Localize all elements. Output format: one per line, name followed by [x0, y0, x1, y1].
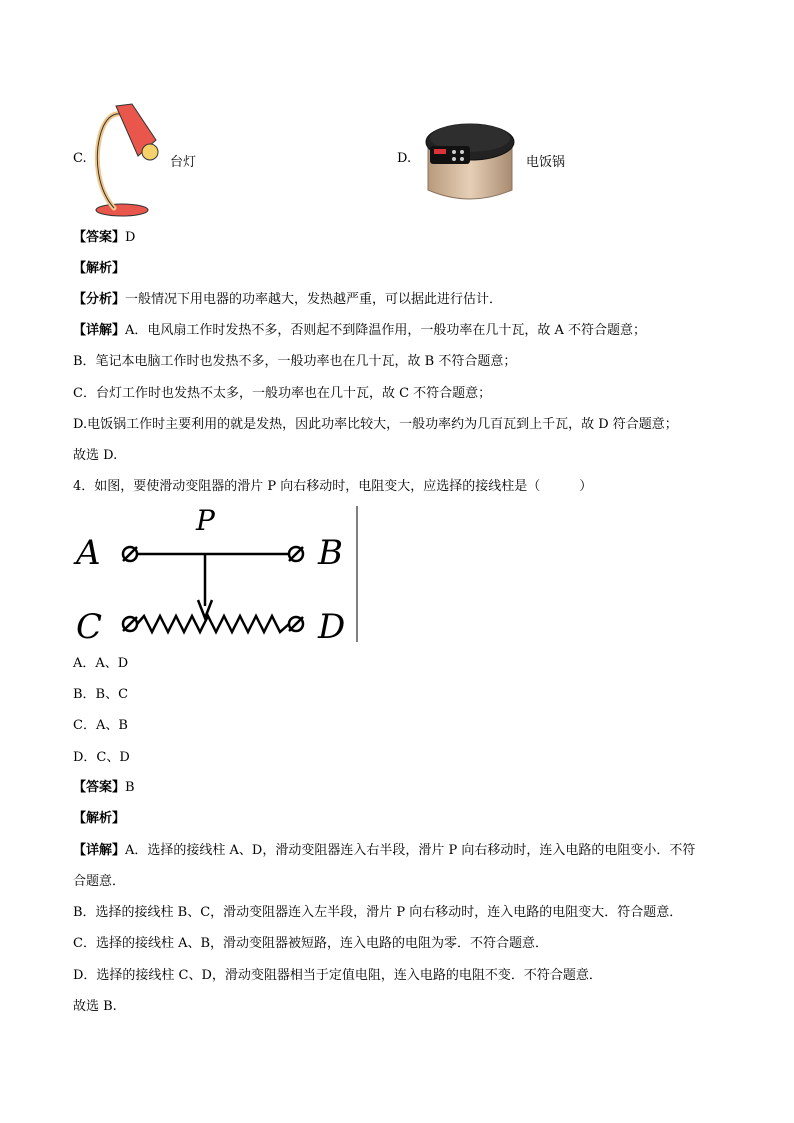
- desk-lamp-image: [92, 100, 162, 218]
- q3-detail-b: B．笔记本电脑工作时也发热不多，一般功率也在几十瓦，故 B 不符合题意；: [73, 354, 517, 369]
- q4-option-a: A．A、D: [73, 656, 129, 671]
- label-b: B: [318, 533, 343, 573]
- answer-value: B: [125, 780, 135, 795]
- q4-detail-c: C．选择的接线柱 A、B，滑动变阻器被短路，连入电路的电阻为零．不符合题意．: [73, 936, 549, 951]
- terminal-d-icon: [289, 617, 303, 631]
- label-p: P: [196, 504, 215, 537]
- q4-question: 4．如图，要使滑动变阻器的滑片 P 向右移动时，电阻变大，应选择的接线柱是（ ）: [73, 479, 593, 494]
- q4-detail-d: D．选择的接线柱 C、D，滑动变阻器相当于定值电阻，连入电路的电阻不变．不符合题意．: [73, 968, 602, 983]
- resistance-wire: [137, 616, 289, 632]
- q3-conclusion: 故选 D.: [73, 448, 118, 463]
- fenxi-text: 一般情况下用电器的功率越大，发热越严重，可以据此进行估计．: [125, 292, 503, 307]
- q4-detail-b: B．选择的接线柱 B、C，滑动变阻器连入左半段，滑片 P 向右移动时，连入电路的电阻变大．符合题意．: [73, 905, 683, 920]
- q4-conclusion: 故选 B.: [73, 999, 117, 1014]
- q3-detail-d: D.电饭锅工作时主要利用的就是发热，因此功率比较大，一般功率约为几百瓦到上千瓦，故 D 符合题意；: [73, 417, 678, 432]
- label-a: A: [76, 533, 101, 573]
- answer-tag: 【答案】: [73, 780, 126, 795]
- q3-detail-c: C．台灯工作时也发热不太多，一般功率也在几十瓦，故 C 不符合题意；: [73, 386, 492, 401]
- detail-a-text: A．电风扇工作时发热不多，否则起不到降温作用，一般功率在几十瓦，故 A 不符合题意；: [125, 323, 647, 338]
- q4-answer: [73, 780, 135, 796]
- option-c-letter: C.: [73, 151, 87, 166]
- q3-detail-a: [73, 323, 646, 339]
- option-c-label: 台灯: [170, 155, 197, 170]
- option-d-letter: D.: [397, 151, 412, 166]
- terminal-a-icon: [123, 547, 137, 561]
- terminal-b-icon: [289, 547, 303, 561]
- rheostat-figure: [72, 500, 362, 645]
- answer-tag: 【答案】: [73, 230, 126, 245]
- q4-option-c: C．A、B: [73, 718, 128, 733]
- q4-detail-a-1: [73, 843, 695, 859]
- option-d-label: 电饭锅: [526, 155, 566, 170]
- detail-tag: 【详解】: [73, 323, 126, 338]
- label-c: C: [76, 607, 103, 645]
- q3-answer: [73, 230, 135, 246]
- terminal-c-icon: [123, 617, 137, 631]
- detail-a-text: A．选择的接线柱 A、D，滑动变阻器连入右半段，滑片 P 向右移动时，连入电路的电阻变小．不符: [125, 843, 696, 858]
- q3-fenxi: [73, 292, 502, 308]
- answer-value: D: [125, 230, 136, 245]
- rice-cooker-image: [420, 112, 520, 208]
- label-d: D: [318, 607, 346, 645]
- fenxi-tag: 【分析】: [73, 292, 126, 307]
- q4-option-d: D．C、D: [73, 750, 130, 765]
- q3-analysis-tag: 【解析】: [73, 261, 126, 276]
- detail-tag: 【详解】: [73, 843, 126, 858]
- q4-detail-a-2: 合题意．: [73, 874, 126, 889]
- q4-option-b: B．B、C: [73, 687, 129, 702]
- q4-analysis-tag: 【解析】: [73, 811, 126, 826]
